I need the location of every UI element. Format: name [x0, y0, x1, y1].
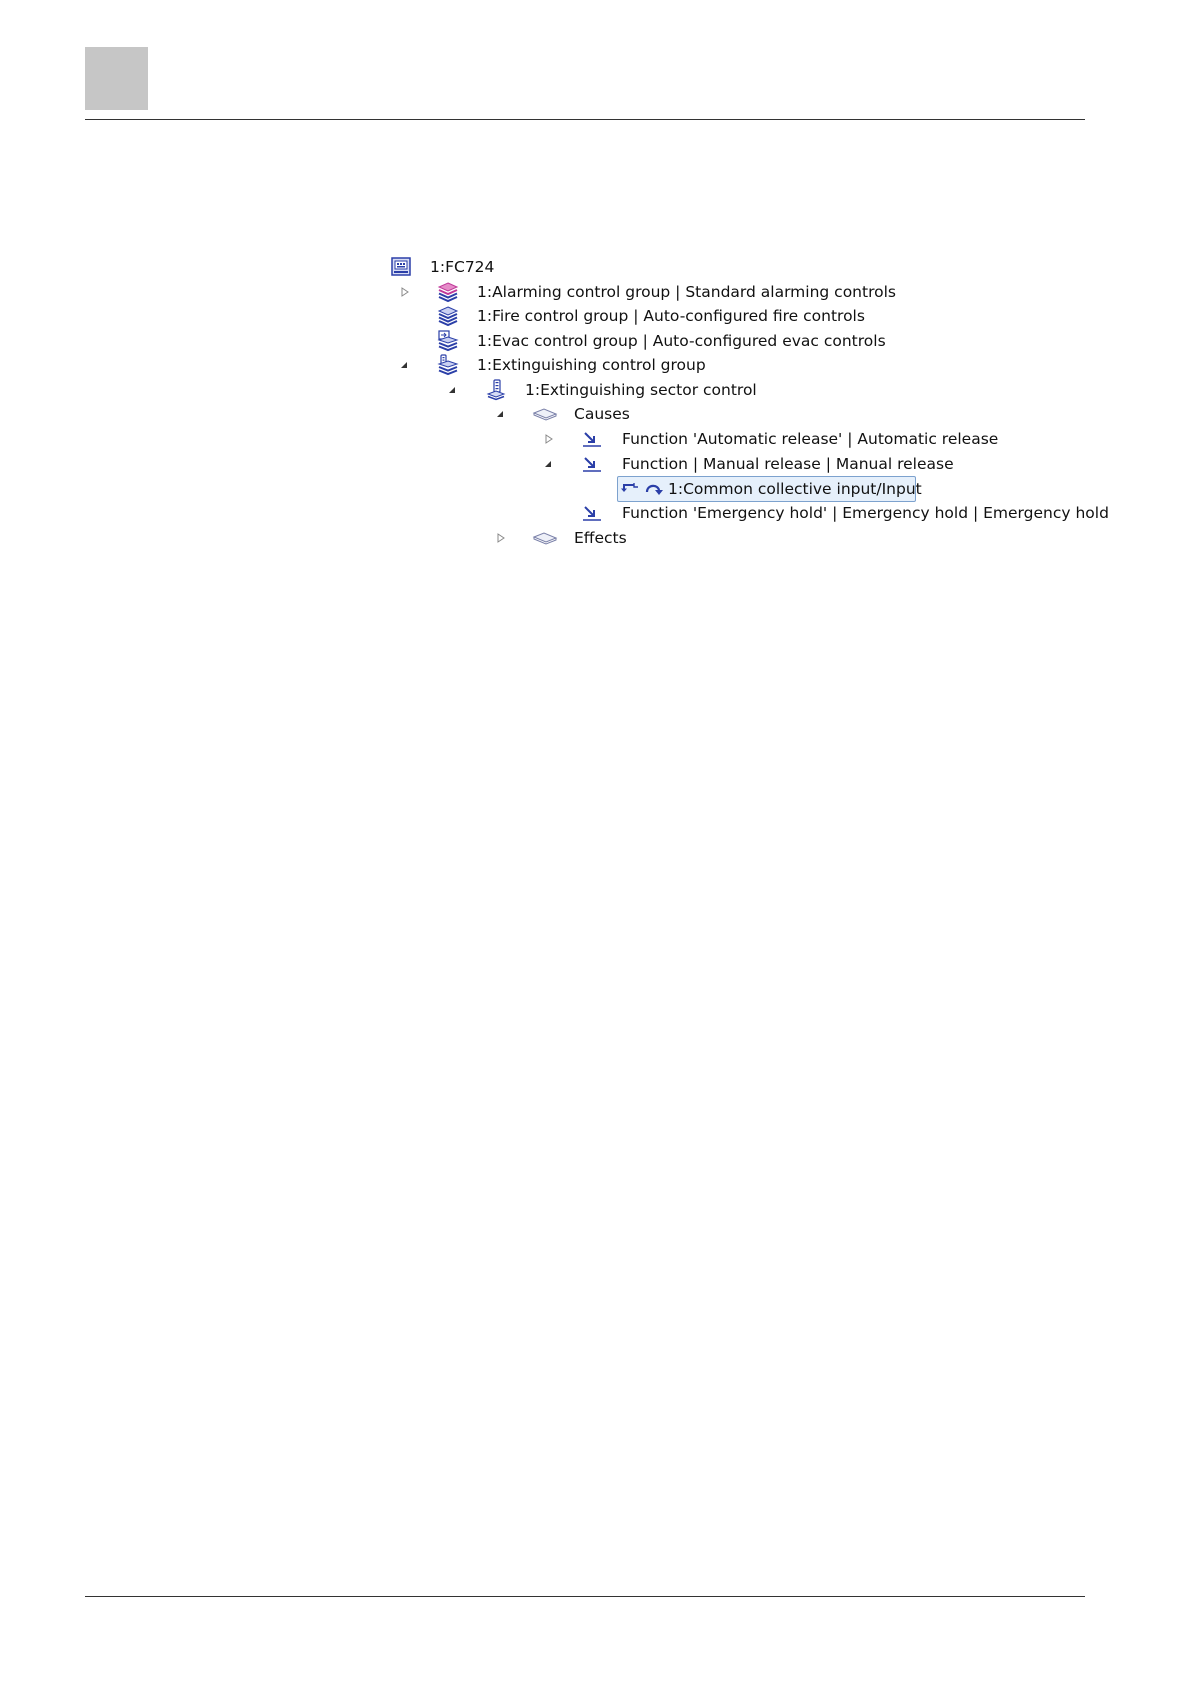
input-link-icon [620, 478, 666, 500]
function-icon [581, 428, 603, 450]
expand-toggle[interactable] [399, 286, 411, 298]
tree-root-label: 1:FC724 [430, 258, 495, 276]
evac-group-icon [437, 330, 459, 352]
collapsed-triangle-icon [496, 533, 506, 543]
expand-toggle[interactable] [543, 433, 555, 445]
tree-item-label: Causes [574, 405, 630, 423]
function-icon [581, 453, 603, 475]
expand-toggle[interactable] [495, 532, 507, 544]
tree-item-label: 1:Common collective input/Input [668, 480, 922, 498]
project-tree [0, 0, 1190, 600]
expanded-triangle-icon [399, 360, 409, 370]
expanded-triangle-icon [543, 459, 553, 469]
tree-item-label: Effects [574, 529, 627, 547]
tree-item-label: Function 'Automatic release' | Automatic release [622, 430, 999, 448]
tree-item-label: 1:Extinguishing control group [477, 356, 706, 374]
collapsed-triangle-icon [400, 287, 410, 297]
sector-control-icon [485, 379, 507, 401]
effects-icon [532, 527, 558, 549]
panel-icon [390, 256, 412, 278]
tree-item-label: 1:Extinguishing sector control [525, 381, 757, 399]
expand-toggle[interactable] [494, 408, 506, 420]
tree-item-common-collective-input[interactable] [617, 476, 922, 502]
footer-rule [85, 1596, 1085, 1597]
causes-icon [532, 403, 558, 425]
expand-toggle[interactable] [398, 359, 410, 371]
function-icon [581, 502, 603, 524]
expand-toggle[interactable] [446, 384, 458, 396]
tree-item-label: 1:Fire control group | Auto-configured fire controls [477, 307, 865, 325]
extinguishing-group-icon [437, 354, 459, 376]
tree-item-label: 1:Evac control group | Auto-configured evac controls [477, 332, 886, 350]
tree-item-label: 1:Alarming control group | Standard alarming controls [477, 283, 896, 301]
tree-item-label: Function | Manual release | Manual release [622, 455, 954, 473]
collapsed-triangle-icon [544, 434, 554, 444]
expanded-triangle-icon [495, 409, 505, 419]
expand-toggle[interactable] [542, 458, 554, 470]
expanded-triangle-icon [447, 385, 457, 395]
alarming-group-icon [437, 281, 459, 303]
tree-item-label: Function 'Emergency hold' | Emergency hold | Emergency hold [622, 504, 1109, 522]
fire-group-icon [437, 305, 459, 327]
